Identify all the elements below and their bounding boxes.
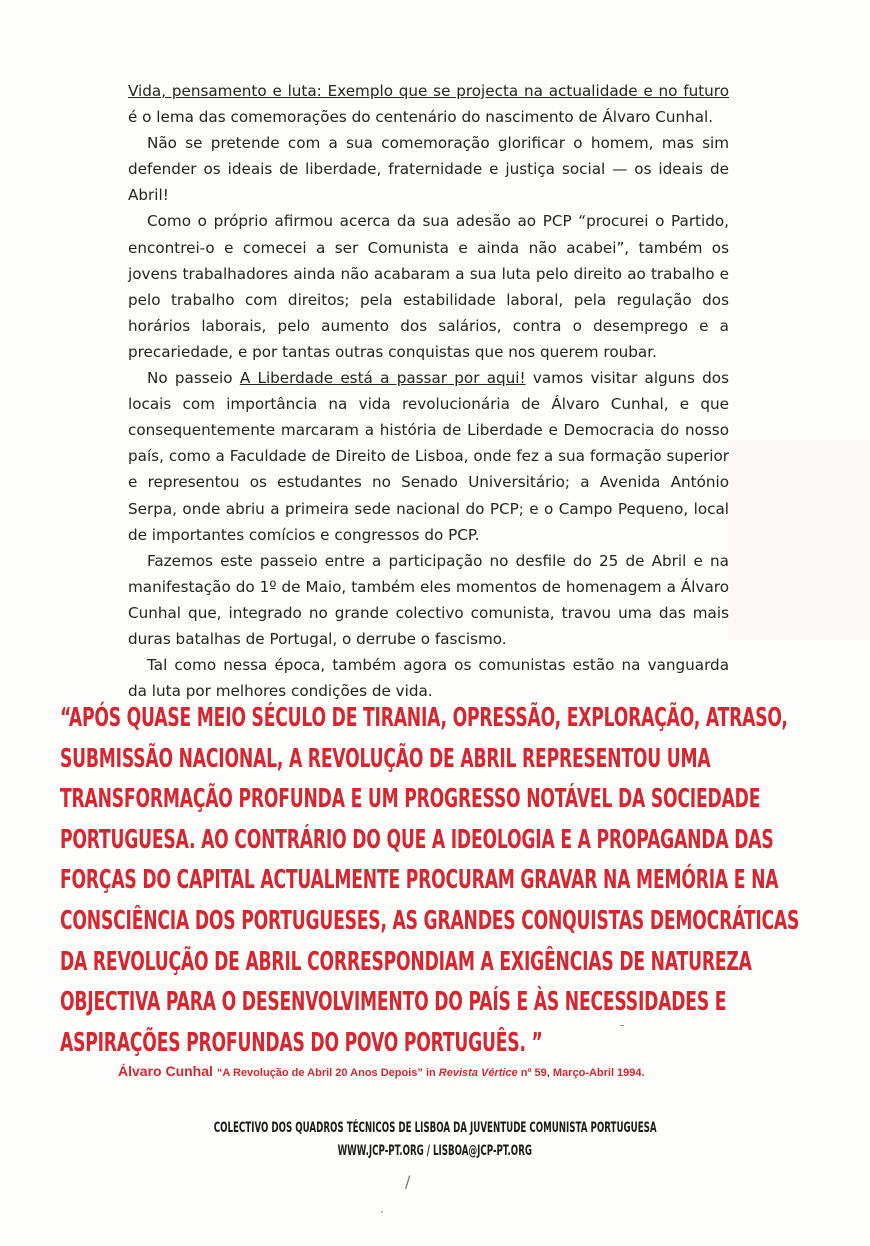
quote-line: CONSCIÊNCIA DOS PORTUGUESES, AS GRANDES CONQUISTAS DEMOCRÁTICAS xyxy=(60,905,800,936)
bleed-through-shade xyxy=(728,440,870,640)
paragraph-5: Fazemos este passeio entre a participação no desfile do 25 de Abril e na manifestação do 1º de Maio, também eles momentos de homenagem a Álvaro Cunhal que, integrado no grande colectivo comunista, travou uma das mais duras batalhas de Portugal, o derrube o fascismo. xyxy=(128,551,729,648)
quote-line: ASPIRAÇÕES PROFUNDAS DO POVO PORTUGUÊS. ” xyxy=(60,1027,543,1058)
quote-line: OBJECTIVA PARA O DESENVOLVIMENTO DO PAÍS E ÀS NECESSIDADES E xyxy=(60,987,727,1018)
red-quote xyxy=(60,698,800,1063)
quote-line: DA REVOLUÇÃO DE ABRIL CORRESPONDIAM A EXIGÊNCIAS DE NATUREZA xyxy=(60,946,752,977)
paper-speck: / xyxy=(405,1172,411,1191)
walk-title: A Liberdade está a passar por aqui! xyxy=(239,369,526,388)
paper-speck: · xyxy=(380,1205,384,1219)
quote-line: TRANSFORMAÇÃO PROFUNDA E UM PROGRESSO NOTÁVEL DA SOCIEDADE xyxy=(60,784,761,815)
paper-speck: ‐ xyxy=(620,1018,625,1032)
paragraph-1: Vida, pensamento e luta: Exemplo que se projecta na actualidade e no futuro é o lema das comemorações do centenário do nascimento de Álvaro Cunhal. xyxy=(128,82,729,127)
paragraph-3: Como o próprio afirmou acerca da sua adesão ao PCP “procurei o Partido, encontrei-o e comecei a ser Comunista e ainda não acabei”, também os jovens trabalhadores ainda não acabaram a sua luta pelo direito ao trabalho e pelo trabalho com direitos; pela estabilidade laboral, pela regulação dos horários laborais, pelo aumento dos salários, contra o desemprego e a precariedade, e por tantas outras conquistas que nos querem roubar. xyxy=(128,212,729,361)
paragraph-6: Tal como nessa época, também agora os comunistas estão na vanguarda da luta por melhores condições de vida. xyxy=(128,656,729,701)
paragraph-2: Não se pretende com a sua comemoração glorificar o homem, mas sim defender os ideais de liberdade, fraternidade e justiça social — os ideais de Abril! xyxy=(128,134,729,205)
body-text xyxy=(128,78,729,704)
quote-line: FORÇAS DO CAPITAL ACTUALMENTE PROCURAM GRAVAR NA MEMÓRIA E NA xyxy=(60,865,779,896)
quote-source: “A Revolução de Abril 20 Anos Depois” in Revista Vértice nº 59, Março-Abril 1994. xyxy=(216,1067,645,1079)
event-motto: Vida, pensamento e luta: Exemplo que se projecta na actualidade e no futuro xyxy=(128,82,729,100)
quote-author: Álvaro Cunhal xyxy=(118,1063,213,1079)
quote-line: PORTUGUESA. AO CONTRÁRIO DO QUE A IDEOLOGIA E A PROPAGANDA DAS xyxy=(60,824,774,855)
quote-line: SUBMISSÃO NACIONAL, A REVOLUÇÃO DE ABRIL REPRESENTOU UMA xyxy=(60,743,711,774)
quote-attribution xyxy=(118,1063,645,1081)
footer-organization: COLECTIVO DOS QUADROS TÉCNICOS DE LISBOA DA JUVENTUDE COMUNISTA PORTUGUESA xyxy=(213,1120,657,1136)
quote-line: “APÓS QUASE MEIO SÉCULO DE TIRANIA, OPRESSÃO, EXPLORAÇÃO, ATRASO, xyxy=(60,703,788,733)
paragraph-4: No passeio A Liberdade está a passar por aqui! vamos visitar alguns dos locais com importância na vida revolucionária de Álvaro Cunhal, e que consequentemente marcaram a história de Liberdade e Democracia do nosso país, como a Faculdade de Direito de Lisboa, onde fez a sua formação superior e representou os estudantes no Senado Universitário; a Avenida António Serpa, onde abriu a primeira sede nacional do PCP; e o Campo Pequeno, local de importantes comícios e congressos do PCP. xyxy=(128,369,729,544)
footer-contacts: WWW.JCP-PT.ORG / LISBOA@JCP-PT.ORG xyxy=(337,1143,533,1159)
